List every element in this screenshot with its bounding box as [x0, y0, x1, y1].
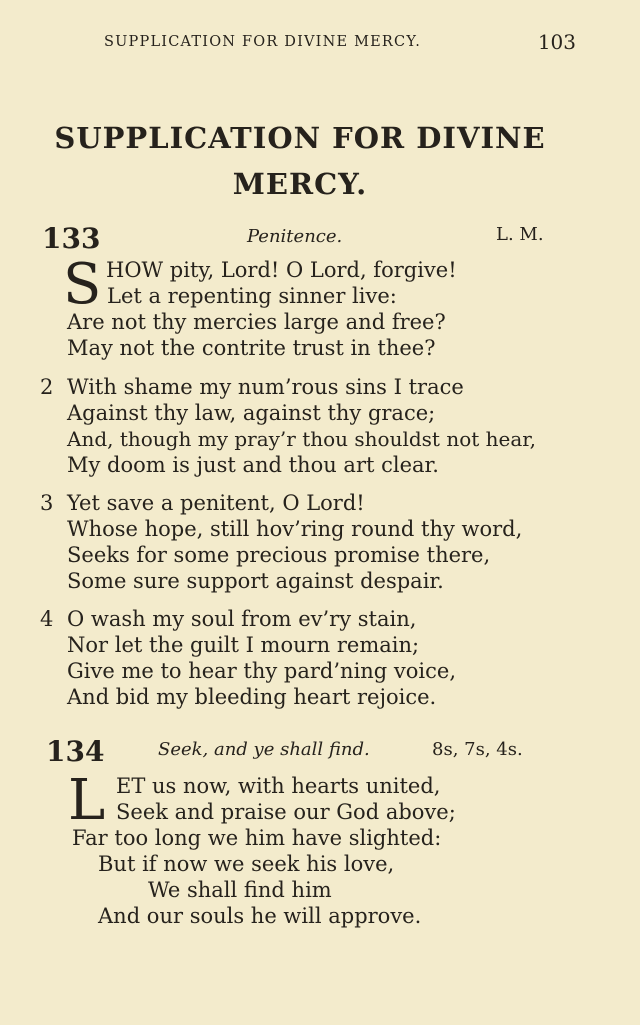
- verse-line: O wash my soul from ev’ry stain,: [67, 607, 417, 631]
- verse-line: Let a repenting sinner live:: [107, 284, 397, 308]
- stanza-number: 3: [40, 491, 54, 515]
- hymn-meter: L. M.: [496, 224, 544, 245]
- verse-line: HOW pity, Lord! O Lord, forgive!: [106, 258, 457, 282]
- verse-line: Are not thy mercies large and free?: [67, 310, 446, 334]
- hymn-number: 134: [46, 735, 105, 768]
- verse-line: May not the contrite trust in thee?: [67, 336, 436, 360]
- verse-line: And our souls he will approve.: [98, 904, 422, 928]
- stanza-number: 2: [40, 375, 54, 399]
- hymn-title: Penitence.: [247, 226, 343, 247]
- running-head: SUPPLICATION FOR DIVINE MERCY.: [104, 34, 422, 50]
- verse-line: Some sure support against despair.: [67, 569, 444, 593]
- hymn-title: Seek, and ye shall find.: [158, 739, 370, 760]
- verse-line: Give me to hear thy pard’ning voice,: [67, 659, 457, 683]
- drop-cap: L: [68, 768, 106, 833]
- verse-line: ET us now, with hearts united,: [116, 774, 441, 798]
- verse-line: Nor let the guilt I mourn remain;: [67, 633, 420, 657]
- verse-line: We shall find him: [148, 878, 332, 902]
- hymn-number: 133: [42, 222, 101, 255]
- page-number: 103: [537, 30, 576, 54]
- verse-line: With shame my num’rous sins I trace: [67, 375, 464, 399]
- verse-line: Far too long we him have slighted:: [72, 826, 442, 850]
- drop-cap: S: [63, 252, 102, 317]
- verse-line: Against thy law, against thy grace;: [67, 401, 436, 425]
- verse-line: Seeks for some precious promise there,: [67, 543, 491, 567]
- hymn-meter: 8s, 7s, 4s.: [432, 739, 523, 760]
- verse-line: And, though my pray’r thou shouldst not hear,: [67, 427, 537, 451]
- verse-line: Seek and praise our God above;: [116, 800, 456, 824]
- verse-line: But if now we seek his love,: [98, 852, 395, 876]
- section-title-line-1: SUPPLICATION FOR DIVINE: [54, 121, 546, 155]
- section-title-line-2: MERCY.: [232, 167, 368, 201]
- verse-line: And bid my bleeding heart rejoice.: [67, 685, 437, 709]
- verse-line: Yet save a penitent, O Lord!: [67, 491, 365, 515]
- stanza-number: 4: [40, 607, 54, 631]
- verse-line: My doom is just and thou art clear.: [67, 453, 439, 477]
- verse-line: Whose hope, still hov’ring round thy word,: [67, 517, 523, 541]
